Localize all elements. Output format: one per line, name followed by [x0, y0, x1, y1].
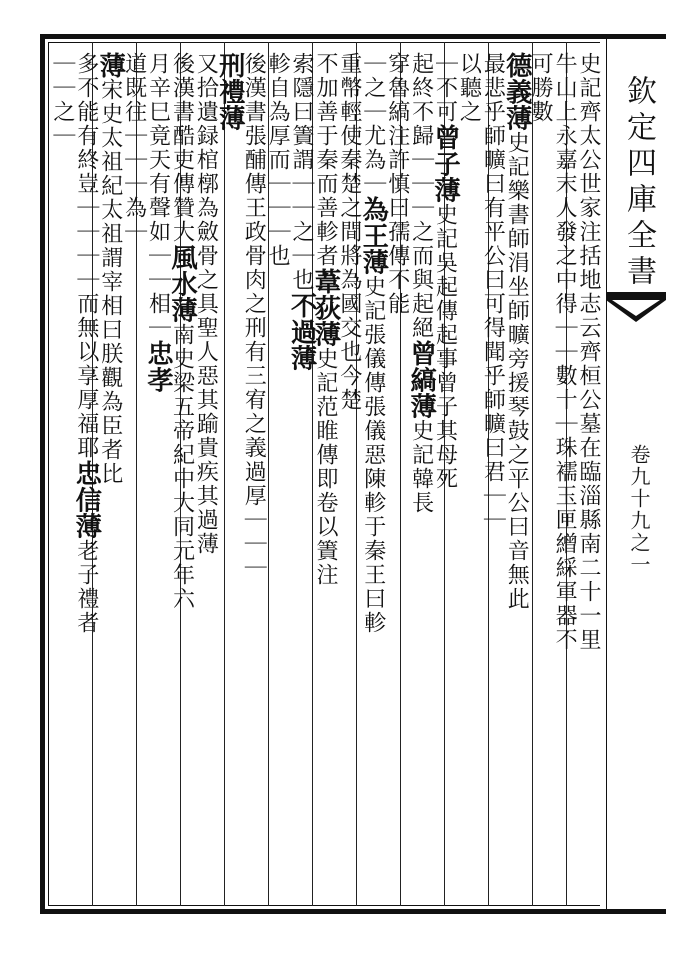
entry-text: 孺傳不能	[384, 220, 410, 316]
entry-text: 道既往｜｜｜為｜	[121, 52, 147, 244]
text-column	[265, 52, 289, 898]
entry-text: 史記張儀傳張儀惡陳軫于秦王曰軫	[360, 274, 386, 635]
text-column	[552, 52, 576, 898]
text-column	[357, 52, 389, 898]
text-column	[429, 52, 461, 898]
entry-text: ｜之｜尤為｜	[360, 52, 386, 196]
entry-text: 史記齊太公世家注括地志云齊桓公墓在臨淄縣南二十一里	[575, 52, 601, 652]
text-column	[142, 52, 174, 898]
text-column	[241, 52, 265, 898]
entry-text: 多不能有終豈｜｜｜｜而無以享厚福耶	[73, 52, 99, 460]
text-column	[70, 52, 102, 898]
entry-text: 不加善于秦而善軫者	[312, 52, 338, 268]
entry-text: 勝	[528, 76, 554, 100]
text-column	[286, 52, 318, 898]
entry-text: 軫自為厚而｜｜｜也	[265, 52, 291, 268]
text-column	[166, 52, 198, 898]
entry-text: 史記樂書師涓坐師曠旁援琴鼓之平公曰音無此	[504, 130, 530, 611]
entry-text: 穿魯縞注許慎曰	[384, 52, 410, 220]
entry-text: 後漢書張酺傳王政骨肉之刑有三宥之義過厚｜｜｜	[241, 52, 267, 580]
entry-text: 史記吳起傳起事曾子其母死	[432, 202, 458, 491]
entry-headword: 忠孝	[142, 340, 174, 393]
entry-text: ｜不可	[432, 52, 458, 124]
entry-headword: 為王薄	[357, 196, 389, 275]
text-column	[576, 52, 600, 898]
text-column	[501, 52, 533, 898]
entry-text: 又拾遺録棺槨為斂骨之具聖人惡其踰貴疾其過薄	[193, 52, 219, 556]
entry-headword: 忠信薄	[70, 460, 102, 539]
text-column	[214, 52, 246, 898]
entry-headword: 葦荻薄	[309, 268, 341, 347]
entry-headword: 不過薄	[286, 292, 318, 371]
book-title: 欽定四庫全書	[621, 75, 656, 291]
text-column	[50, 52, 74, 898]
entry-text: 以聽之	[456, 52, 482, 124]
fishtail-mark-icon	[606, 292, 666, 332]
entry-text: 南史梁五帝紀中大同元年六	[169, 322, 195, 611]
text-column	[193, 52, 217, 898]
entry-headword: 薄	[94, 52, 126, 79]
entry-text: 後漢書酷吏傳贊大	[169, 52, 195, 244]
entry-headword: 刑禮薄	[214, 52, 246, 131]
entry-text: 重幣輕使秦楚之間將為國交也今楚	[336, 52, 362, 412]
entry-text: 史記韓長	[408, 418, 434, 515]
entry-headword: 風水薄	[166, 244, 198, 323]
text-column	[528, 52, 552, 898]
entry-text: 牛山上永嘉末人發之中得｜｜數十｜珠襦玉匣繒綵軍器不	[552, 52, 578, 652]
entry-headword: 德義薄	[501, 52, 533, 131]
volume-label: 卷九十九之一	[627, 444, 651, 576]
entry-text: 可	[528, 52, 554, 76]
entry-text: ｜｜之｜	[49, 52, 75, 148]
entry-text: 數	[528, 100, 554, 124]
text-column	[405, 52, 437, 898]
entry-text: 月辛巳竟天有聲如｜｜相｜	[145, 52, 171, 340]
text-column	[337, 52, 361, 898]
entry-text: 最悲乎師曠曰有平公曰可得聞乎師曠曰君｜｜	[480, 52, 506, 532]
text-column	[122, 52, 146, 898]
entry-headword: 曾子薄	[429, 124, 461, 203]
entry-text: 宋史太祖紀太祖謂宰相曰朕觀為臣者比	[97, 78, 123, 487]
entry-headword: 曾縞薄	[405, 340, 437, 419]
entry-text: 史記范睢傳即卷以簀注	[312, 346, 338, 587]
entry-text: 索隱曰簀謂｜｜之｜也	[289, 52, 315, 292]
entry-text: 起終不歸｜｜｜之而與起絕	[408, 52, 434, 340]
entry-text: 老子禮者	[73, 538, 99, 635]
text-column	[480, 52, 504, 898]
text-column	[309, 52, 341, 898]
text-column	[385, 52, 409, 898]
